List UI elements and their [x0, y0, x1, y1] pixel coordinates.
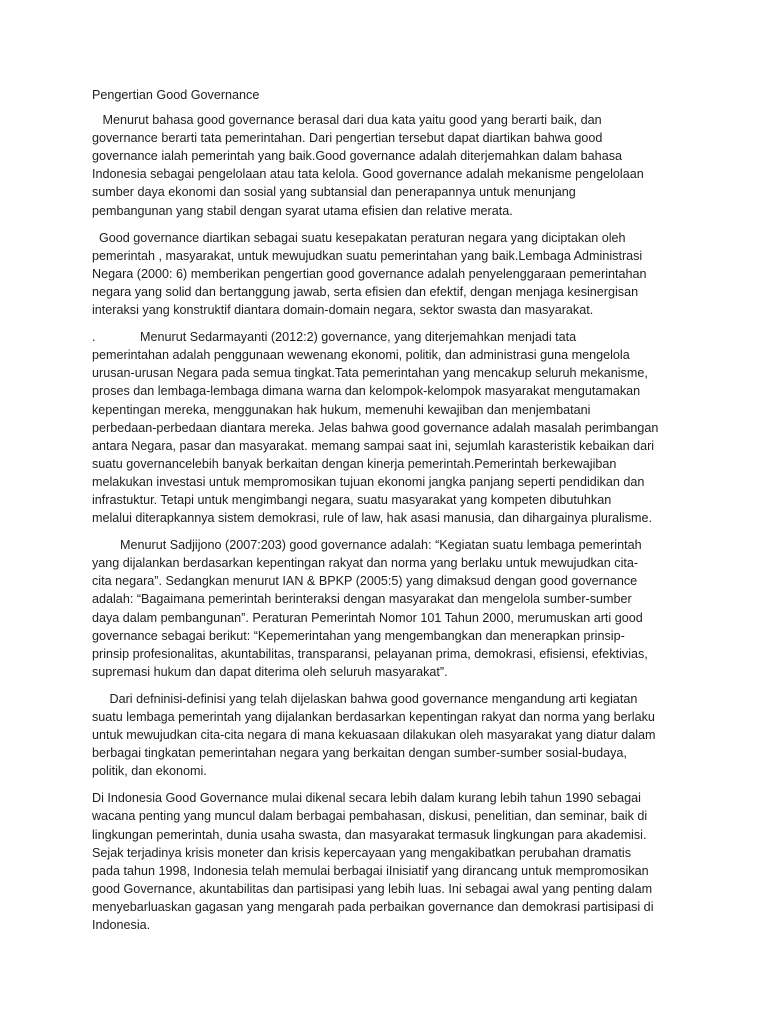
paragraph-line: pembangunan yang stabil dengan syarat utama efisien dan relative merata.	[92, 203, 513, 218]
paragraph	[92, 690, 675, 780]
paragraph-line: perbedaan-perbedaan diantara mereka. Jelas bahwa good governance adalah masalah perimbangan	[92, 420, 659, 435]
paragraph-line: negara yang solid dan bertanggung jawab, serta efisien dan efektif, dengan menjaga kesinergisan	[92, 284, 639, 299]
paragraph-line: wacana penting yang muncul dalam berbagai pembahasan, diskusi, penelitian, dan seminar, baik di	[92, 809, 648, 824]
paragraph-line: Indonesia sebagai pengelolaan atau tata kelola. Good governance adalah mekanisme pengelolaan	[92, 167, 644, 182]
paragraph-line: yang dijalankan berdasarkan kepentingan rakyat dan norma yang berlaku untuk mewujudkan cita-	[92, 556, 639, 571]
paragraph-line: Sejak terjadinya krisis moneter dan krisis kepercayaan yang mengakibatkan perubahan dramatis	[92, 845, 632, 860]
paragraph-line: politik, dan ekonomi.	[92, 764, 207, 779]
paragraph-line: pemerintahan adalah penggunaan wewenang ekonomi, politik, dan administrasi guna mengelola	[92, 348, 630, 363]
paragraph-line: infrastuktur. Tetapi untuk mengimbangi negara, suatu masyarakat yang kompeten dibutuhkan	[92, 492, 612, 507]
paragraph-line: suatu governancelebih banyak berkaitan dengan kinerja pemerintah.Pemerintah berkewajiban	[92, 456, 617, 471]
paragraph-line: governance ialah pemerintah yang baik.Good governance adalah diterjemahkan dalam bahasa	[92, 149, 622, 164]
page-title: Pengertian Good Governance	[92, 88, 260, 102]
paragraph-line: daya dalam pembangunan”. Peraturan Pemerintah Nomor 101 Tahun 2000, merumuskan arti good	[92, 610, 643, 625]
paragraph-line: governance berarti tata pemerintahan. Dari pengertian tersebut dapat diartikan bahwa good	[92, 131, 603, 146]
paragraph-line: melalui diterapkannya sistem demokrasi, rule of law, hak asasi manusia, dan dihargainya pluralisme.	[92, 511, 653, 526]
paragraph-list	[92, 111, 675, 934]
paragraph-line: governance sebagai berikut: “Kepemerintahan yang mengembangkan dan menerapkan prinsip-	[92, 628, 625, 643]
paragraph-line: good Governance, akuntabilitas dan partisipasi yang lebih luas. Ini sebagai awal yang penting dalam	[92, 881, 653, 896]
paragraph-line: kepentingan mereka, menggunakan hak hukum, memenuhi kewajiban dan menjembatani	[92, 402, 591, 417]
paragraph-line: Good governance diartikan sebagai suatu kesepakatan peraturan negara yang diciptakan oleh	[92, 230, 626, 245]
paragraph-lead-mark: .	[92, 330, 96, 345]
paragraph-line: menyebarluaskan gagasan yang mengarah pada perbaikan governance dan demokrasi partisipasi di	[92, 899, 654, 914]
paragraph-line: interaksi yang konstruktif diantara domain-domain negara, sektor swasta dan masyarakat.	[92, 303, 594, 318]
paragraph-line: Di Indonesia Good Governance mulai dikenal secara lebih dalam kurang lebih tahun 1990 sebagai	[92, 791, 641, 806]
paragraph-line: proses dan lembaga-lembaga dimana warna dan kelompok-kelompok masyarakat mengutamakan	[92, 384, 641, 399]
paragraph	[92, 789, 675, 934]
paragraph	[92, 536, 675, 681]
paragraph-line: adalah: “Bagaimana pemerintah berinteraksi dengan masyarakat dan mengelola sumber-sumber	[92, 592, 632, 607]
paragraph-line: Menurut bahasa good governance berasal dari dua kata yaitu good yang berarti baik, dan	[92, 113, 602, 128]
paragraph-line: prinsip profesionalitas, akuntabilitas, transparansi, pelayanan prima, demokrasi, efisiensi, efektivias,	[92, 646, 648, 661]
paragraph-line: antara Negara, pasar dan masyarakat. memang sampai saat ini, sejumlah karasteristik kebaikan dari	[92, 438, 655, 453]
paragraph-line: pada tahun 1998, Indonesia telah memulai berbagai iInisiatif yang dirancang untuk mempromosikan	[92, 863, 649, 878]
paragraph-line	[92, 328, 675, 346]
paragraph-line: pemerintah , masyarakat, untuk mewujudkan suatu pemerintahan yang baik.Lembaga Administrasi	[92, 248, 643, 263]
paragraph-line: melakukan investasi untuk mempromosikan tujuan ekonomi jangka panjang seperti pendidikan dan	[92, 474, 645, 489]
paragraph-line: sumber daya ekonomi dan sosial yang subtansial dan penerapannya untuk menunjang	[92, 185, 576, 200]
paragraph	[92, 111, 675, 220]
paragraph-line: lingkungan pemerintah, dunia usaha swasta, dan masyarakat termasuk lingkungan para akademisi.	[92, 827, 647, 842]
paragraph-line-text: Menurut Sedarmayanti (2012:2) governance, yang diterjemahkan menjadi tata	[140, 330, 577, 345]
paragraph-line: Indonesia.	[92, 918, 151, 933]
paragraph-line: suatu lembaga pemerintah yang dijalankan berdasarkan kepentingan rakyat dan norma yang berlaku	[92, 710, 655, 724]
paragraph-line: Menurut Sadjijono (2007:203) good governance adalah: “Kegiatan suatu lembaga pemerintah	[92, 538, 642, 553]
paragraph-line: Dari defninisi-definisi yang telah dijelaskan bahwa good governance mengandung arti kegiatan	[92, 691, 638, 706]
paragraph	[92, 328, 675, 527]
paragraph-line: cita negara”. Sedangkan menurut IAN & BPKP (2005:5) yang dimaksud dengan good governance	[92, 574, 638, 589]
paragraph	[92, 229, 675, 319]
document-body	[92, 86, 675, 943]
paragraph-line: untuk mewujudkan cita-cita negara di mana kekuasaan dilakukan oleh masyarakat yang diatur dalam	[92, 728, 656, 743]
paragraph-line: urusan-urusan Negara pada semua tingkat.Tata pemerintahan yang mencakup seluruh mekanisme,	[92, 366, 648, 381]
paragraph-line: Negara (2000: 6) memberikan pengertian good governance adalah penyelenggaraan pemerintahan	[92, 266, 647, 281]
paragraph-line: berbagai tingkatan pemerintahan negara yang berkaitan dengan sumber-sumber sosial-budaya,	[92, 746, 627, 761]
paragraph-line: supremasi hukum dan dapat diterima oleh seluruh masyarakat”.	[92, 664, 448, 679]
